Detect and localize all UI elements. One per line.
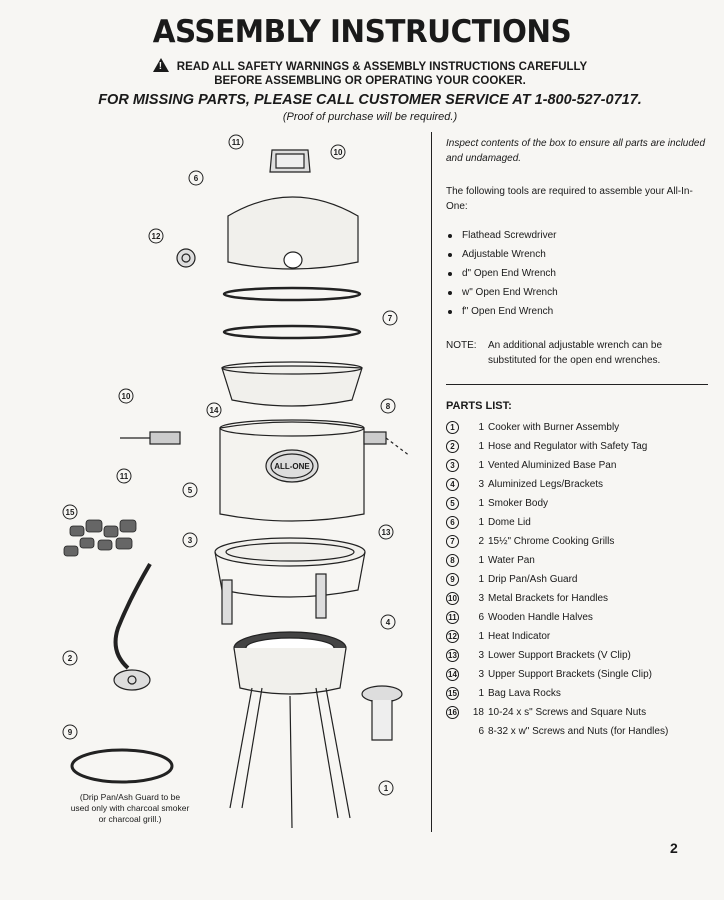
callout-label: 15 <box>65 508 75 517</box>
page-title: ASSEMBLY INSTRUCTIONS <box>152 14 572 50</box>
part-number: 5 <box>446 497 459 510</box>
part-number: 3 <box>446 459 459 472</box>
part-desc: Dome Lid <box>488 517 531 528</box>
part-desc: Lower Support Brackets (V Clip) <box>488 650 631 661</box>
column-divider <box>431 132 432 832</box>
part-qty: 1 <box>478 460 484 471</box>
callout-label: 1 <box>383 784 389 793</box>
part-row <box>446 441 716 460</box>
part-desc: Aluminized Legs/Brackets <box>488 479 604 490</box>
callout-label: 2 <box>67 654 73 663</box>
tools-list <box>446 228 708 323</box>
part-qty: 1 <box>478 441 484 452</box>
warning-line-2: BEFORE ASSEMBLING OR OPERATING YOUR COOKER. <box>214 75 526 87</box>
callout-label: 5 <box>187 486 193 495</box>
part-row <box>446 555 716 574</box>
part-row <box>446 593 716 612</box>
part-row <box>446 707 716 726</box>
part-number: 12 <box>446 630 459 643</box>
part-number: 8 <box>446 554 459 567</box>
callout-label: 10 <box>121 392 131 401</box>
part-desc: 10-24 x s" Screws and Square Nuts <box>488 707 647 718</box>
part-qty: 3 <box>478 669 484 680</box>
callout-label: 10 <box>333 148 343 157</box>
parts-list <box>446 422 716 745</box>
part-number: 13 <box>446 649 459 662</box>
part-row <box>446 574 716 593</box>
part-desc: 15½" Chrome Cooking Grills <box>488 536 615 547</box>
part-row <box>446 498 716 517</box>
warning-triangle-icon: ! <box>153 58 169 72</box>
part-qty: 3 <box>478 479 484 490</box>
part-row <box>446 612 716 631</box>
part-number: 16 <box>446 706 459 719</box>
part-number: 9 <box>446 573 459 586</box>
part-desc: Bag Lava Rocks <box>488 688 561 699</box>
part-desc: Hose and Regulator with Safety Tag <box>488 441 648 452</box>
list-item: Adjustable Wrench <box>446 247 708 266</box>
part-qty: 1 <box>478 498 484 509</box>
callout-label: 3 <box>187 536 193 545</box>
part-qty: 1 <box>478 422 484 433</box>
part-row <box>446 460 716 479</box>
list-item: d" Open End Wrench <box>446 266 708 285</box>
warning-line-1: READ ALL SAFETY WARNINGS & ASSEMBLY INSTRUCTIONS CAREFULLY <box>176 61 588 73</box>
part-row <box>446 479 716 498</box>
callout-label: 4 <box>385 618 391 627</box>
part-qty: 3 <box>478 593 484 604</box>
part-row <box>446 688 716 707</box>
part-desc: Upper Support Brackets (Single Clip) <box>488 669 652 680</box>
part-number: 2 <box>446 440 459 453</box>
safety-warning <box>100 56 640 88</box>
part-number: 4 <box>446 478 459 491</box>
all-one-badge: ALL-ONE <box>274 462 310 471</box>
part-qty: 1 <box>478 631 484 642</box>
callout-label: 12 <box>151 232 161 241</box>
part-number: 11 <box>446 611 459 624</box>
callout-label: 14 <box>209 406 219 415</box>
part-qty: 18 <box>472 707 484 718</box>
callout-label: 11 <box>231 138 241 147</box>
part-qty: 1 <box>478 555 484 566</box>
part-desc: 8-32 x w" Screws and Nuts (for Handles) <box>488 726 669 737</box>
part-number: 6 <box>446 516 459 529</box>
page-number: 2 <box>670 840 678 856</box>
part-row <box>446 517 716 536</box>
list-item: f" Open End Wrench <box>446 304 708 323</box>
part-qty: 6 <box>478 726 484 737</box>
part-desc: Vented Aluminized Base Pan <box>488 460 617 471</box>
part-desc: Wooden Handle Halves <box>488 612 593 623</box>
note-label: NOTE: <box>446 340 477 351</box>
part-row <box>446 631 716 650</box>
part-number: 15 <box>446 687 459 700</box>
part-desc: Metal Brackets for Handles <box>488 593 609 604</box>
part-qty: 1 <box>478 517 484 528</box>
note-text: An additional adjustable wrench can be substituted for the open end wrenches. <box>488 340 663 366</box>
part-qty: 2 <box>478 536 484 547</box>
callout-label: 6 <box>193 174 199 183</box>
callout-label: 13 <box>381 528 391 537</box>
part-number: 1 <box>446 421 459 434</box>
callout-label: 7 <box>387 314 393 323</box>
part-row <box>446 726 716 745</box>
missing-parts-notice: FOR MISSING PARTS, PLEASE CALL CUSTOMER SERVICE AT 1-800-527-0717. <box>98 92 642 108</box>
part-desc: Drip Pan/Ash Guard <box>488 574 578 585</box>
part-row <box>446 669 716 688</box>
part-desc: Cooker with Burner Assembly <box>488 422 620 433</box>
part-desc: Smoker Body <box>488 498 549 509</box>
part-row <box>446 536 716 555</box>
part-row <box>446 422 716 441</box>
list-item: Flathead Screwdriver <box>446 228 708 247</box>
part-desc: Water Pan <box>488 555 535 566</box>
part-qty: 1 <box>478 574 484 585</box>
part-number: 7 <box>446 535 459 548</box>
callout-label: 8 <box>385 402 391 411</box>
part-number: 14 <box>446 668 459 681</box>
part-row <box>446 650 716 669</box>
callout-label: 9 <box>67 728 73 737</box>
proof-of-purchase-note: (Proof of purchase will be required.) <box>282 111 458 123</box>
section-rule <box>446 384 708 385</box>
part-qty: 1 <box>478 688 484 699</box>
part-number: 10 <box>446 592 459 605</box>
inspect-note: Inspect contents of the box to ensure all parts are included and undamaged. <box>446 138 706 164</box>
part-qty: 3 <box>478 650 484 661</box>
drip-pan-note: (Drip Pan/Ash Guard to be used only with charcoal smoker or charcoal grill.) <box>70 792 190 824</box>
exploded-assembly-diagram <box>0 128 430 828</box>
part-desc: Heat Indicator <box>488 631 551 642</box>
part-qty: 6 <box>478 612 484 623</box>
list-item: w" Open End Wrench <box>446 285 708 304</box>
parts-list-heading: PARTS LIST: <box>446 400 512 412</box>
callout-label: 11 <box>119 472 129 481</box>
tools-intro: The following tools are required to assemble your All-In-One: <box>446 186 693 212</box>
